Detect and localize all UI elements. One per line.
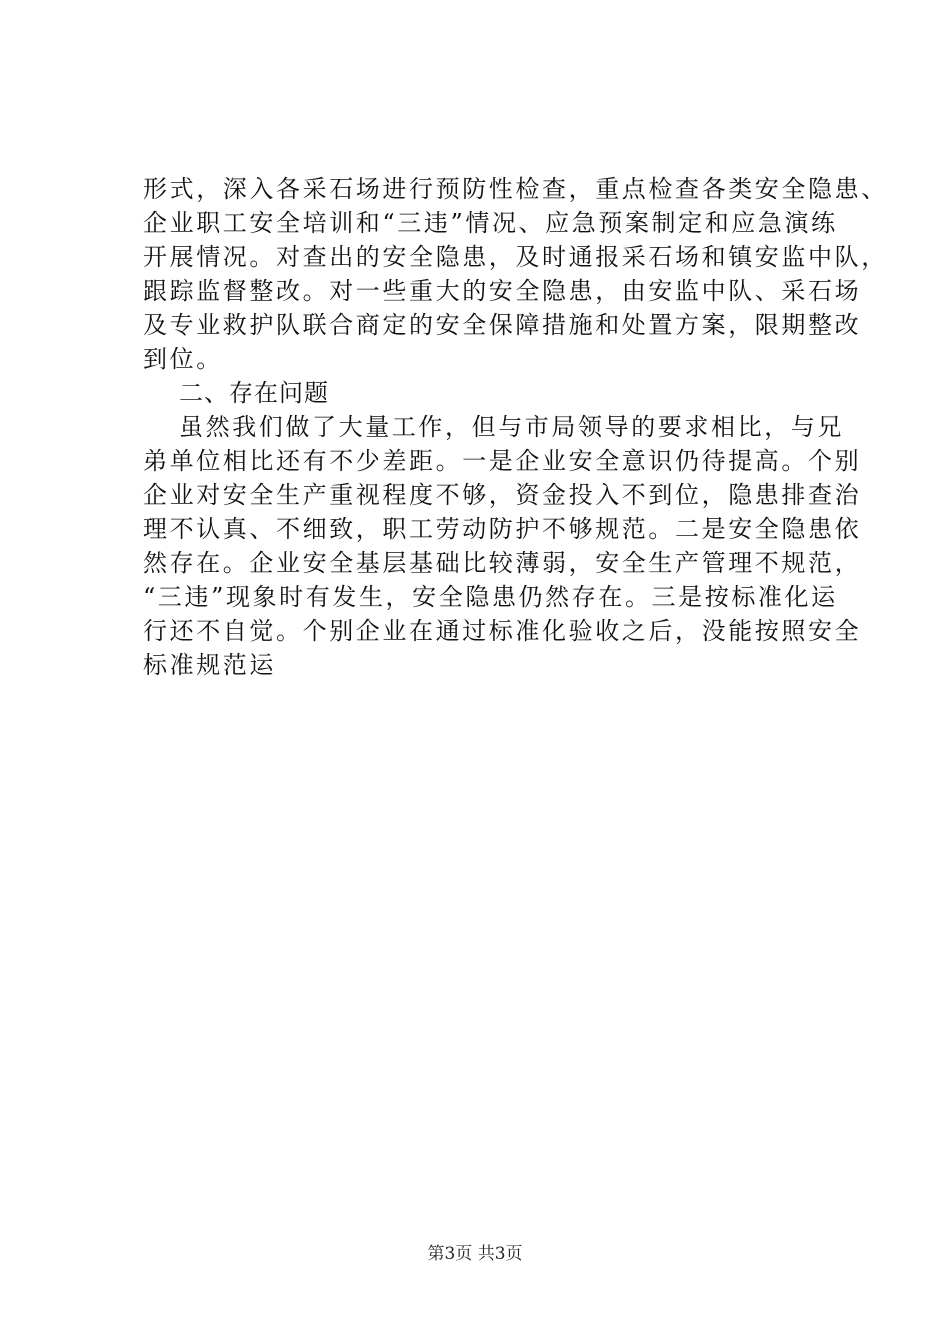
body-text-line: 弟单位相比还有不少差距。一是企业安全意识仍待提高。个别 (143, 447, 862, 475)
body-text-line: 行还不自觉。个别企业在通过标准化验收之后，没能按照安全 (143, 617, 862, 645)
body-text-line: 理不认真、不细致，职工劳动防护不够规范。二是安全隐患依 (143, 515, 862, 543)
body-text-line: 到位。 (143, 345, 223, 373)
document-body (143, 172, 888, 682)
body-text-line: 形式，深入各采石场进行预防性检查，重点检查各类安全隐患、 (143, 175, 888, 203)
body-text-line: 开展情况。对查出的安全隐患，及时通报采石场和镇安监中队， (143, 243, 888, 271)
body-text-line: 企业对安全生产重视程度不够，资金投入不到位，隐患排查治 (143, 481, 862, 509)
page-footer: 第3页 共3页 (427, 1244, 523, 1264)
body-text-line: 然存在。企业安全基层基础比较薄弱，安全生产管理不规范， (143, 549, 862, 577)
body-text-line: “三违”现象时有发生，安全隐患仍然存在。三是按标准化运 (143, 583, 838, 611)
body-text-line: 及专业救护队联合商定的安全保障措施和处置方案，限期整改 (143, 311, 862, 339)
body-text-line: 企业职工安全培训和“三违”情况、应急预案制定和应急演练 (143, 209, 838, 237)
body-text-line: 标准规范运 (143, 651, 276, 679)
body-text-line: 虽然我们做了大量工作，但与市局领导的要求相比，与兄 (179, 413, 844, 441)
section-heading: 二、存在问题 (179, 379, 329, 407)
body-text-line: 跟踪监督整改。对一些重大的安全隐患，由安监中队、采石场 (143, 277, 862, 305)
